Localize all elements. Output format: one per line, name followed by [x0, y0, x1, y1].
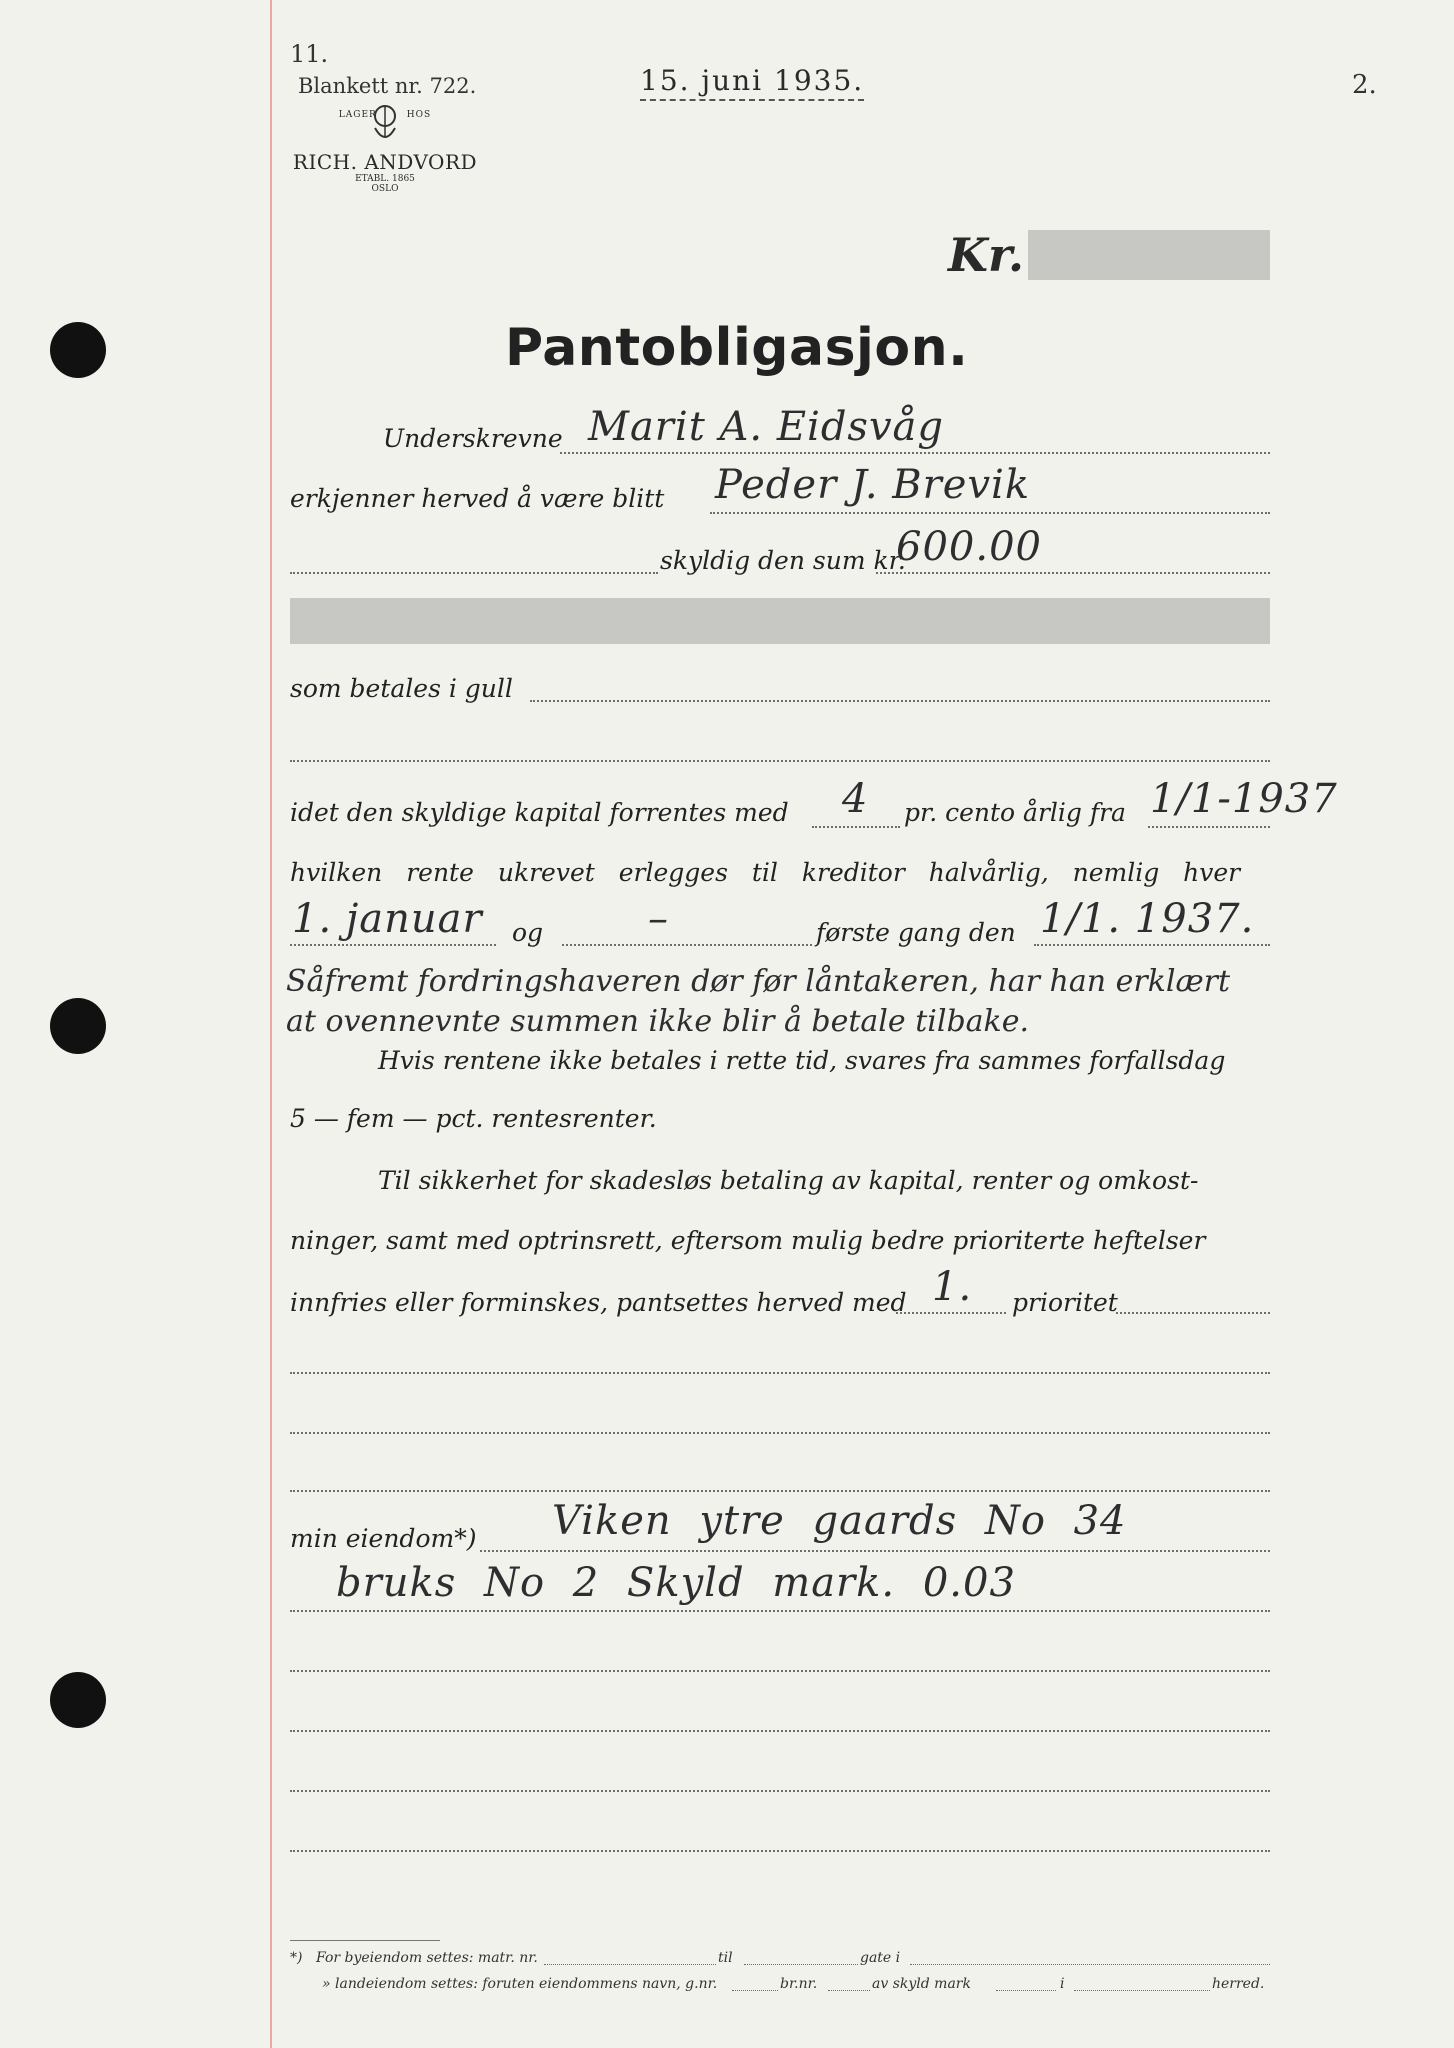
handwritten-note-line-1: Såfremt fordringshaveren dør før låntakeren, har han erklært [286, 964, 1231, 999]
priority-value: 1. [932, 1264, 973, 1310]
first-time-label: første gang den [816, 918, 1016, 947]
sum-value: 600.00 [896, 524, 1042, 570]
interest-label-b: pr. cento årlig fra [904, 798, 1126, 827]
footnote-rule [290, 1940, 440, 1941]
logo-text: LAGER [338, 110, 377, 120]
interest-rate-line [812, 826, 900, 828]
logo-city: OSLO [371, 184, 399, 194]
blank-line [290, 1730, 1270, 1732]
undersigned-value: Marit A. Eidsvåg [588, 404, 944, 450]
due-date-1-value: 1. januar [292, 896, 483, 942]
due-date-1-line [290, 944, 496, 946]
security-text-2: ninger, samt med optrinsrett, eftersom mulig bedre prioriterte heftelser [290, 1226, 1206, 1255]
security-text-1: Til sikkerhet for skadesløs betaling av kapital, renter og omkost- [378, 1166, 1199, 1195]
late-interest-text-1: Hvis rentene ikke betales i rette tid, svares fra sammes forfallsdag [378, 1046, 1226, 1075]
sum-line [876, 572, 1270, 574]
punch-hole-middle [50, 998, 106, 1054]
undersigned-label: Underskrevne [383, 424, 563, 453]
due-date-2-value: – [648, 896, 669, 942]
sum-label: skyldig den sum kr. [660, 546, 906, 575]
interest-from-value: 1/1-1937 [1150, 776, 1338, 822]
document-title: Pantobligasjon. [505, 318, 969, 378]
footnote-mark: *) [290, 1950, 303, 1966]
gold-label: som betales i gull [290, 674, 513, 703]
handwritten-note-line-2: at ovennevnte summen ikke blir å betale tilbake. [286, 1004, 1029, 1039]
interest-rate-value: 4 [842, 776, 869, 822]
property-line-2 [290, 1610, 1270, 1612]
logo-text: HOS [406, 110, 432, 120]
footnote-line [996, 1990, 1056, 1991]
footnote-line [1074, 1990, 1210, 1991]
footnote-line [732, 1990, 778, 1991]
kr-label: Kr. [948, 228, 1025, 282]
security-text-3a: innfries eller forminskes, pantsettes herved med [290, 1288, 907, 1317]
blank-line [290, 760, 1270, 762]
creditor-value: Peder J. Brevik [715, 462, 1031, 508]
amount-redaction-box [1028, 230, 1270, 280]
footnote-text: til [718, 1950, 733, 1966]
gold-clause-redaction-bar [290, 598, 1270, 644]
footnote-line [910, 1964, 1270, 1965]
property-value-2: bruks No 2 Skyld mark. 0.03 [336, 1560, 1016, 1606]
footnote-text: br.nr. [780, 1976, 818, 1992]
page-number: 2. [1352, 70, 1377, 100]
undersigned-line [560, 452, 1270, 454]
property-label: min eiendom*) [290, 1524, 477, 1553]
footnote-text: av skyld mark [872, 1976, 971, 1992]
footnote-line [744, 1964, 858, 1965]
blank-line [290, 1432, 1270, 1434]
footnote-text: For byeiendom settes: matr. nr. [316, 1950, 538, 1966]
property-value-1: Viken ytre gaards No 34 [552, 1498, 1127, 1544]
interest-from-line [1148, 826, 1270, 828]
priority-line [896, 1312, 1006, 1314]
due-date-2-line [562, 944, 812, 946]
footnote-text: gate i [860, 1950, 901, 1966]
punch-hole-bottom [50, 1672, 106, 1728]
og-label: og [512, 918, 544, 947]
acknowledge-label: erkjenner herved å være blitt [290, 484, 665, 513]
property-line-1 [480, 1550, 1270, 1552]
logo-estab: ETABL. 1865 [355, 174, 415, 184]
late-interest-text-2: 5 — fem — pct. rentesrenter. [290, 1104, 657, 1133]
sheet-number: 11. [290, 40, 329, 68]
blank-line [290, 1490, 1270, 1492]
footnote-text: herred. [1212, 1976, 1265, 1992]
punch-hole-top [50, 322, 106, 378]
sum-lead-line [290, 572, 658, 574]
footnote-line [544, 1964, 716, 1965]
footnote-text: i [1060, 1976, 1065, 1992]
margin-rule [270, 0, 272, 2048]
interest-terms-text: hvilken rente ukrevet erlegges til kreditor halvårlig, nemlig hver [290, 858, 1241, 887]
creditor-line [710, 512, 1270, 514]
emblem-icon [367, 102, 403, 146]
form-number: Blankett nr. 722. [298, 74, 477, 98]
publisher-logo [290, 110, 480, 194]
footnote-line [828, 1990, 870, 1991]
footnote-text: » landeiendom settes: foruten eiendommens navn, g.nr. [322, 1976, 718, 1992]
blank-line [290, 1372, 1270, 1374]
interest-label-a: idet den skyldige kapital forrentes med [290, 798, 789, 827]
document-date: 15. juni 1935. [640, 64, 864, 101]
security-text-3b: prioritet [1012, 1288, 1118, 1317]
blank-line [290, 1790, 1270, 1792]
gold-line [530, 700, 1270, 702]
first-time-value: 1/1. 1937. [1040, 896, 1255, 942]
logo-brand: RICH. ANDVORD [292, 150, 478, 174]
blank-line [290, 1850, 1270, 1852]
blank-line [290, 1670, 1270, 1672]
first-time-line [1034, 944, 1270, 946]
priority-tail-line [1116, 1312, 1270, 1314]
